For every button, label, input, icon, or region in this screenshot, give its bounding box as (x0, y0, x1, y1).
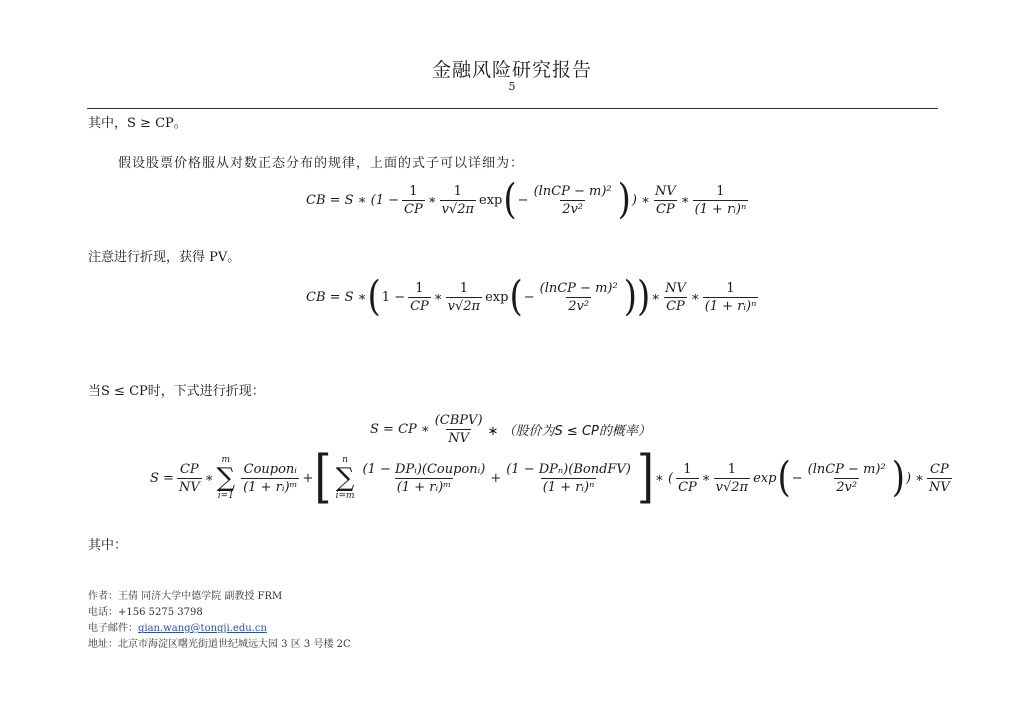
eq4-frac-1: $\frac{CP}{NV}$ (178, 461, 200, 495)
eq4-lhs: S = (150, 470, 174, 486)
equation-cb-2: CB = S ∗ ( 1 − $\frac{1}{CP}$ ∗ $\frac{1}{v√2\pi}$ exp ( − $\frac{\text{(lnCP − m)²}}{\text{2v²}}$ )) ∗ $\frac{NV}{CP}$ ∗ $\frac{1}{\text{(1 + rᵢ)ⁿ}}$ (306, 273, 757, 321)
eq1-lhs: CB = S ∗ (1 − (306, 192, 400, 208)
footer-email-label: 电子邮件： (88, 623, 138, 634)
eq4-close: ) ∗ (905, 470, 925, 486)
eq2-exp: exp (485, 289, 509, 305)
footer-author: 作者：王倩 同济大学中德学院 副教授 FRM (88, 591, 283, 602)
footer-email-row (88, 619, 267, 634)
eq4-frac-3: $\frac{\text{(1 − DPᵢ)(Couponᵢ)}}{\text{(1 + rᵢ)ᵐ}}$ (362, 461, 486, 495)
eq2-lhs: CB = S ∗ (306, 289, 367, 305)
document-title: 金融风险研究报告 (431, 59, 592, 81)
eq4-frac-2: $\frac{\text{Couponᵢ}}{\text{(1 + rᵢ)ᵐ}}$ (243, 461, 298, 495)
eq4-frac-6: $\frac{1}{v√2\pi}$ (715, 461, 749, 495)
eq3-frac: $\frac{\text{(CBPV)}}{NV}$ (434, 413, 483, 446)
eq4-sum-1: m ∑ i=1 (216, 455, 236, 501)
text-where: 其中： (88, 538, 128, 553)
header-rule (87, 108, 938, 109)
text-where-s-ge-cp: 其中，S ≥ CP。 (88, 116, 187, 131)
eq2-frac-2: $\frac{1}{v√2\pi}$ (447, 280, 481, 314)
equation-s-probability (370, 413, 651, 446)
equation-cb-1: CB = S ∗ (1 − $\frac{1}{CP}$ ∗ $\frac{1}{v√2\pi}$ exp ( − $\frac{\text{(lnCP − m)²}}{\text{2v²}}$ ) ) ∗ $\frac{NV}{CP}$ ∗ $\frac{1}{\text{(1 + rᵢ)ⁿ}}$ (306, 176, 747, 224)
text-discount-note: 注意进行折现，获得 PV。 (88, 250, 241, 265)
eq4-frac-5: $\frac{1}{CP}$ (678, 461, 697, 495)
eq1-frac-3: $\frac{\text{(lnCP − m)²}}{\text{2v²}}$ (533, 183, 612, 217)
eq1-frac-4: $\frac{NV}{CP}$ (654, 183, 676, 217)
eq4-exp: exp (753, 470, 777, 486)
text-lognormal-assumption: 假设股票价格服从对数正态分布的规律，上面的式子可以详细为： (118, 156, 525, 171)
eq3-note: ∗ （股价为S ≤ CP的概率） (487, 424, 651, 439)
eq4-mid: ∗ ( (655, 470, 674, 486)
eq2-frac-1: $\frac{1}{CP}$ (410, 280, 429, 314)
eq3-lhs: S = CP ∗ (370, 422, 430, 437)
page-number: 5 (508, 80, 516, 93)
eq2-frac-4: $\frac{NV}{CP}$ (665, 280, 686, 314)
eq4-frac-4: $\frac{\text{(1 − DPₙ)(BondFV)}}{\text{(1 + rᵢ)ⁿ}}$ (506, 461, 631, 495)
eq1-close: ) ∗ (631, 192, 650, 208)
eq4-frac-8: $\frac{CP}{NV}$ (929, 461, 950, 495)
eq2-one: 1 − (381, 289, 406, 305)
eq1-frac-1: $\frac{1}{CP}$ (404, 183, 423, 217)
footer-email-link[interactable]: qian.wang@tongji.edu.cn (138, 623, 267, 634)
eq1-exp: exp (479, 192, 503, 208)
eq4-frac-7: $\frac{\text{(lnCP − m)²}}{\text{2v²}}$ (807, 461, 886, 495)
eq4-sum-2: n ∑ i=m (335, 455, 355, 501)
text-when-s-le-cp: 当S ≤ CP时，下式进行折现： (88, 384, 265, 399)
eq2-frac-5: $\frac{1}{\text{(1 + rᵢ)ⁿ}}$ (704, 280, 757, 314)
eq1-frac-2: $\frac{1}{v√2\pi}$ (441, 183, 475, 217)
footer-phone: 电话：+156 5275 3798 (88, 607, 203, 618)
eq2-frac-3: $\frac{\text{(lnCP − m)²}}{\text{2v²}}$ (539, 280, 618, 314)
footer-address: 地址：北京市海淀区曙光街道世纪城远大园 3 区 3 号楼 2C (88, 639, 351, 650)
eq4-plus: + (302, 470, 314, 486)
equation-s-full: S = $\frac{CP}{NV}$ ∗ m ∑ i=1 $\frac{\text{Couponᵢ}}{\text{(1 + rᵢ)ᵐ}}$ + [ n ∑ i=m $\frac{\text{(1 − DPᵢ)(Couponᵢ)}}{\text{(1 + rᵢ)ᵐ}}$ + $\frac{\text{(1 − DPₙ)(BondFV)}}{\text{(1 + rᵢ)ⁿ}}$ ] ∗ ( $\frac{1}{CP}$ ∗ $\frac{1}{v√2\pi}$ exp ( − $\frac{\text{(lnCP − m)²}}{\text{2v²}}$ ) ) ∗ $\frac{CP}{NV}$ (150, 444, 950, 511)
eq1-frac-5: $\frac{1}{\text{(1 + rᵢ)ⁿ}}$ (694, 183, 747, 217)
